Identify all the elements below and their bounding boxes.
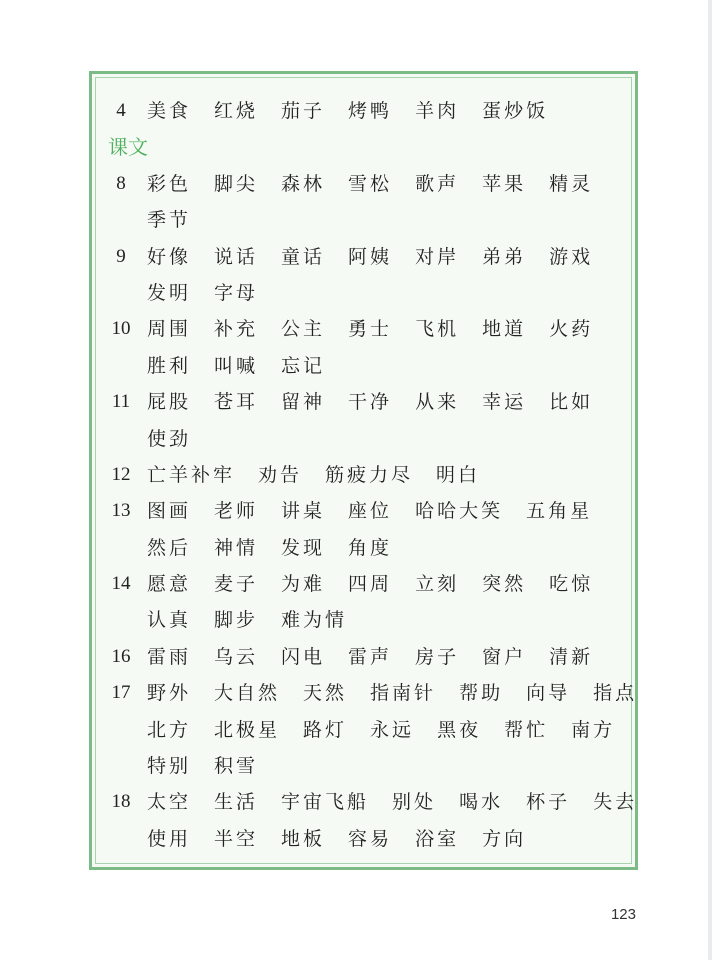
lesson-continuation-row	[108, 530, 628, 566]
vocab-word: 南方	[571, 718, 616, 741]
lesson-words	[147, 566, 616, 602]
vocab-word: 好像	[147, 245, 192, 268]
lesson-words	[147, 639, 616, 675]
lesson-row	[108, 639, 628, 675]
lesson-words	[147, 675, 660, 711]
vocab-word: 积雪	[214, 755, 259, 778]
vocab-word: 童话	[281, 245, 326, 268]
lesson-continuation-row	[108, 421, 628, 457]
vocab-word: 对岸	[415, 245, 460, 268]
lesson-words	[147, 530, 415, 566]
vocab-word: 苍耳	[214, 391, 259, 414]
lesson-number: 12	[111, 463, 131, 485]
vocab-word: 精灵	[549, 172, 594, 195]
vocab-word: 游戏	[549, 245, 594, 268]
vocab-word: 劝告	[258, 463, 303, 486]
vocab-word: 哈哈大笑	[415, 500, 504, 523]
vocab-word: 叫喊	[214, 354, 259, 377]
lesson-words	[147, 384, 616, 420]
vocab-word: 彩色	[147, 172, 192, 195]
lesson-words	[147, 712, 638, 748]
vocab-word: 幸运	[482, 391, 527, 414]
vocab-word: 弟弟	[482, 245, 527, 268]
vocab-word: 地道	[482, 318, 527, 341]
vocab-word: 帮助	[459, 682, 504, 705]
vocab-word: 使用	[147, 827, 192, 850]
vocab-word: 乌云	[214, 645, 259, 668]
vocab-word: 森林	[281, 172, 326, 195]
vocab-word: 季节	[147, 209, 192, 232]
lesson-words	[147, 821, 549, 857]
lesson-words	[147, 202, 214, 238]
vocab-word: 发明	[147, 281, 192, 304]
vocabulary-list	[108, 93, 638, 857]
lesson-row	[108, 566, 628, 602]
lesson-words	[147, 348, 348, 384]
vocab-word: 生活	[214, 791, 259, 814]
lesson-continuation-row	[108, 275, 628, 311]
vocab-word: 北极星	[214, 718, 281, 741]
vocab-word: 忘记	[281, 354, 326, 377]
vocab-word: 羊肉	[415, 100, 460, 122]
vocab-word: 讲桌	[281, 500, 326, 523]
vocab-word: 杯子	[526, 791, 571, 814]
vocab-word: 半空	[214, 827, 259, 850]
vocab-word: 烤鸭	[348, 100, 393, 122]
vocab-word: 亡羊补牢	[147, 463, 236, 486]
vocab-word: 神情	[214, 536, 259, 559]
vocab-word: 闪电	[281, 645, 326, 668]
lesson-row	[108, 239, 628, 275]
vocab-word: 蛋炒饭	[482, 100, 549, 122]
vocab-word: 老师	[214, 500, 259, 523]
vocab-word: 四周	[348, 573, 393, 596]
vocab-word: 筋疲力尽	[325, 463, 414, 486]
page-number: 123	[610, 906, 636, 923]
vocab-word: 角度	[348, 536, 393, 559]
vocab-word: 雷雨	[147, 645, 192, 668]
vocab-word: 从来	[415, 391, 460, 414]
lesson-number: 11	[111, 391, 131, 413]
vocab-word: 向导	[526, 682, 571, 705]
vocab-word: 麦子	[214, 573, 259, 596]
vocab-word: 发现	[281, 536, 326, 559]
lesson-words	[147, 748, 281, 784]
lesson-number: 10	[111, 318, 131, 340]
vocab-word: 飞机	[415, 318, 460, 341]
vocab-word: 永远	[370, 718, 415, 741]
vocab-word: 浴室	[415, 827, 460, 850]
lesson-continuation-row	[108, 202, 628, 238]
vocab-word: 比如	[549, 391, 594, 414]
vocab-word: 补充	[214, 318, 259, 341]
vocab-word: 使劲	[147, 427, 192, 450]
vocab-word: 立刻	[415, 573, 460, 596]
lesson-row	[108, 784, 638, 820]
vocab-word: 喝水	[459, 791, 504, 814]
vocab-word: 火药	[549, 318, 594, 341]
vocab-word: 歌声	[415, 172, 460, 195]
lesson-row	[108, 493, 628, 529]
lesson-words	[147, 493, 615, 529]
lesson-number: 17	[111, 682, 131, 704]
vocab-word: 地板	[281, 827, 326, 850]
vocab-word: 脚尖	[214, 172, 259, 195]
vocab-word: 特别	[147, 755, 192, 778]
lesson-continuation-row	[108, 348, 628, 384]
section-heading: 课文	[108, 135, 148, 160]
vocab-word: 五角星	[526, 500, 593, 523]
lesson-row	[108, 384, 628, 420]
lesson-number: 18	[111, 791, 131, 813]
vocab-word: 座位	[348, 500, 393, 523]
entry-row	[108, 93, 628, 129]
vocab-word: 窗户	[482, 645, 527, 668]
vocab-word: 胜利	[147, 354, 192, 377]
vocab-word: 脚步	[214, 609, 259, 632]
lesson-words	[147, 239, 616, 275]
vocab-word: 路灯	[303, 718, 348, 741]
vocab-word: 大自然	[214, 682, 281, 705]
lesson-list	[108, 166, 638, 857]
vocab-word: 指点	[593, 682, 638, 705]
vocab-word: 黑夜	[437, 718, 482, 741]
vocab-word: 太空	[147, 791, 192, 814]
vocab-word: 愿意	[147, 573, 192, 596]
vocab-word: 雷声	[348, 645, 393, 668]
vocab-word: 字母	[214, 281, 259, 304]
lesson-row	[108, 457, 628, 493]
vocab-word: 阿姨	[348, 245, 393, 268]
lesson-continuation-row	[108, 748, 628, 784]
lesson-row	[108, 675, 638, 711]
lesson-number: 13	[111, 500, 131, 522]
lesson-continuation-row	[108, 821, 628, 857]
lesson-number: 9	[116, 245, 126, 267]
vocab-word: 吃惊	[549, 573, 594, 596]
vocab-word: 然后	[147, 536, 192, 559]
vocab-word: 帮忙	[504, 718, 549, 741]
vocab-word: 屁股	[147, 391, 192, 414]
lesson-number: 14	[111, 573, 131, 595]
lesson-number: 16	[111, 645, 131, 667]
entry-words	[147, 93, 571, 129]
vocab-word: 说话	[214, 245, 259, 268]
vocab-word: 难为情	[281, 609, 348, 632]
vocab-word: 容易	[348, 827, 393, 850]
lesson-continuation-row	[108, 712, 628, 748]
lesson-continuation-row	[108, 602, 628, 638]
vocab-word: 勇士	[348, 318, 393, 341]
lesson-number: 8	[116, 172, 126, 194]
vocab-word: 认真	[147, 609, 192, 632]
vocab-word: 红烧	[214, 100, 259, 122]
vocab-word: 野外	[147, 682, 192, 705]
lesson-words	[147, 166, 616, 202]
vocab-word: 雪松	[348, 172, 393, 195]
vocab-word: 明白	[436, 463, 481, 486]
vocab-word: 周围	[147, 318, 192, 341]
vocab-word: 图画	[147, 500, 192, 523]
lesson-words	[147, 784, 660, 820]
lesson-words	[147, 275, 281, 311]
vocab-word: 别处	[392, 791, 437, 814]
page-edge	[708, 0, 712, 960]
vocab-word: 为难	[281, 573, 326, 596]
lesson-words	[147, 602, 370, 638]
vocab-word: 指南针	[370, 682, 437, 705]
vocab-word: 公主	[281, 318, 326, 341]
lesson-words	[147, 311, 616, 347]
vocab-word: 北方	[147, 718, 192, 741]
entry-number: 4	[116, 100, 126, 121]
lesson-words	[147, 421, 214, 457]
lesson-words	[147, 457, 503, 493]
vocab-word: 失去	[593, 791, 638, 814]
vocab-word: 房子	[415, 645, 460, 668]
vocab-word: 美食	[147, 100, 192, 122]
vocab-word: 突然	[482, 573, 527, 596]
vocab-word: 茄子	[281, 100, 326, 122]
vocab-word: 宇宙飞船	[281, 791, 370, 814]
vocab-word: 留神	[281, 391, 326, 414]
vocab-word: 天然	[303, 682, 348, 705]
vocab-word: 清新	[549, 645, 594, 668]
lesson-row	[108, 311, 628, 347]
lesson-row	[108, 166, 628, 202]
vocab-word: 干净	[348, 391, 393, 414]
vocab-word: 方向	[482, 827, 527, 850]
vocab-word: 苹果	[482, 172, 527, 195]
